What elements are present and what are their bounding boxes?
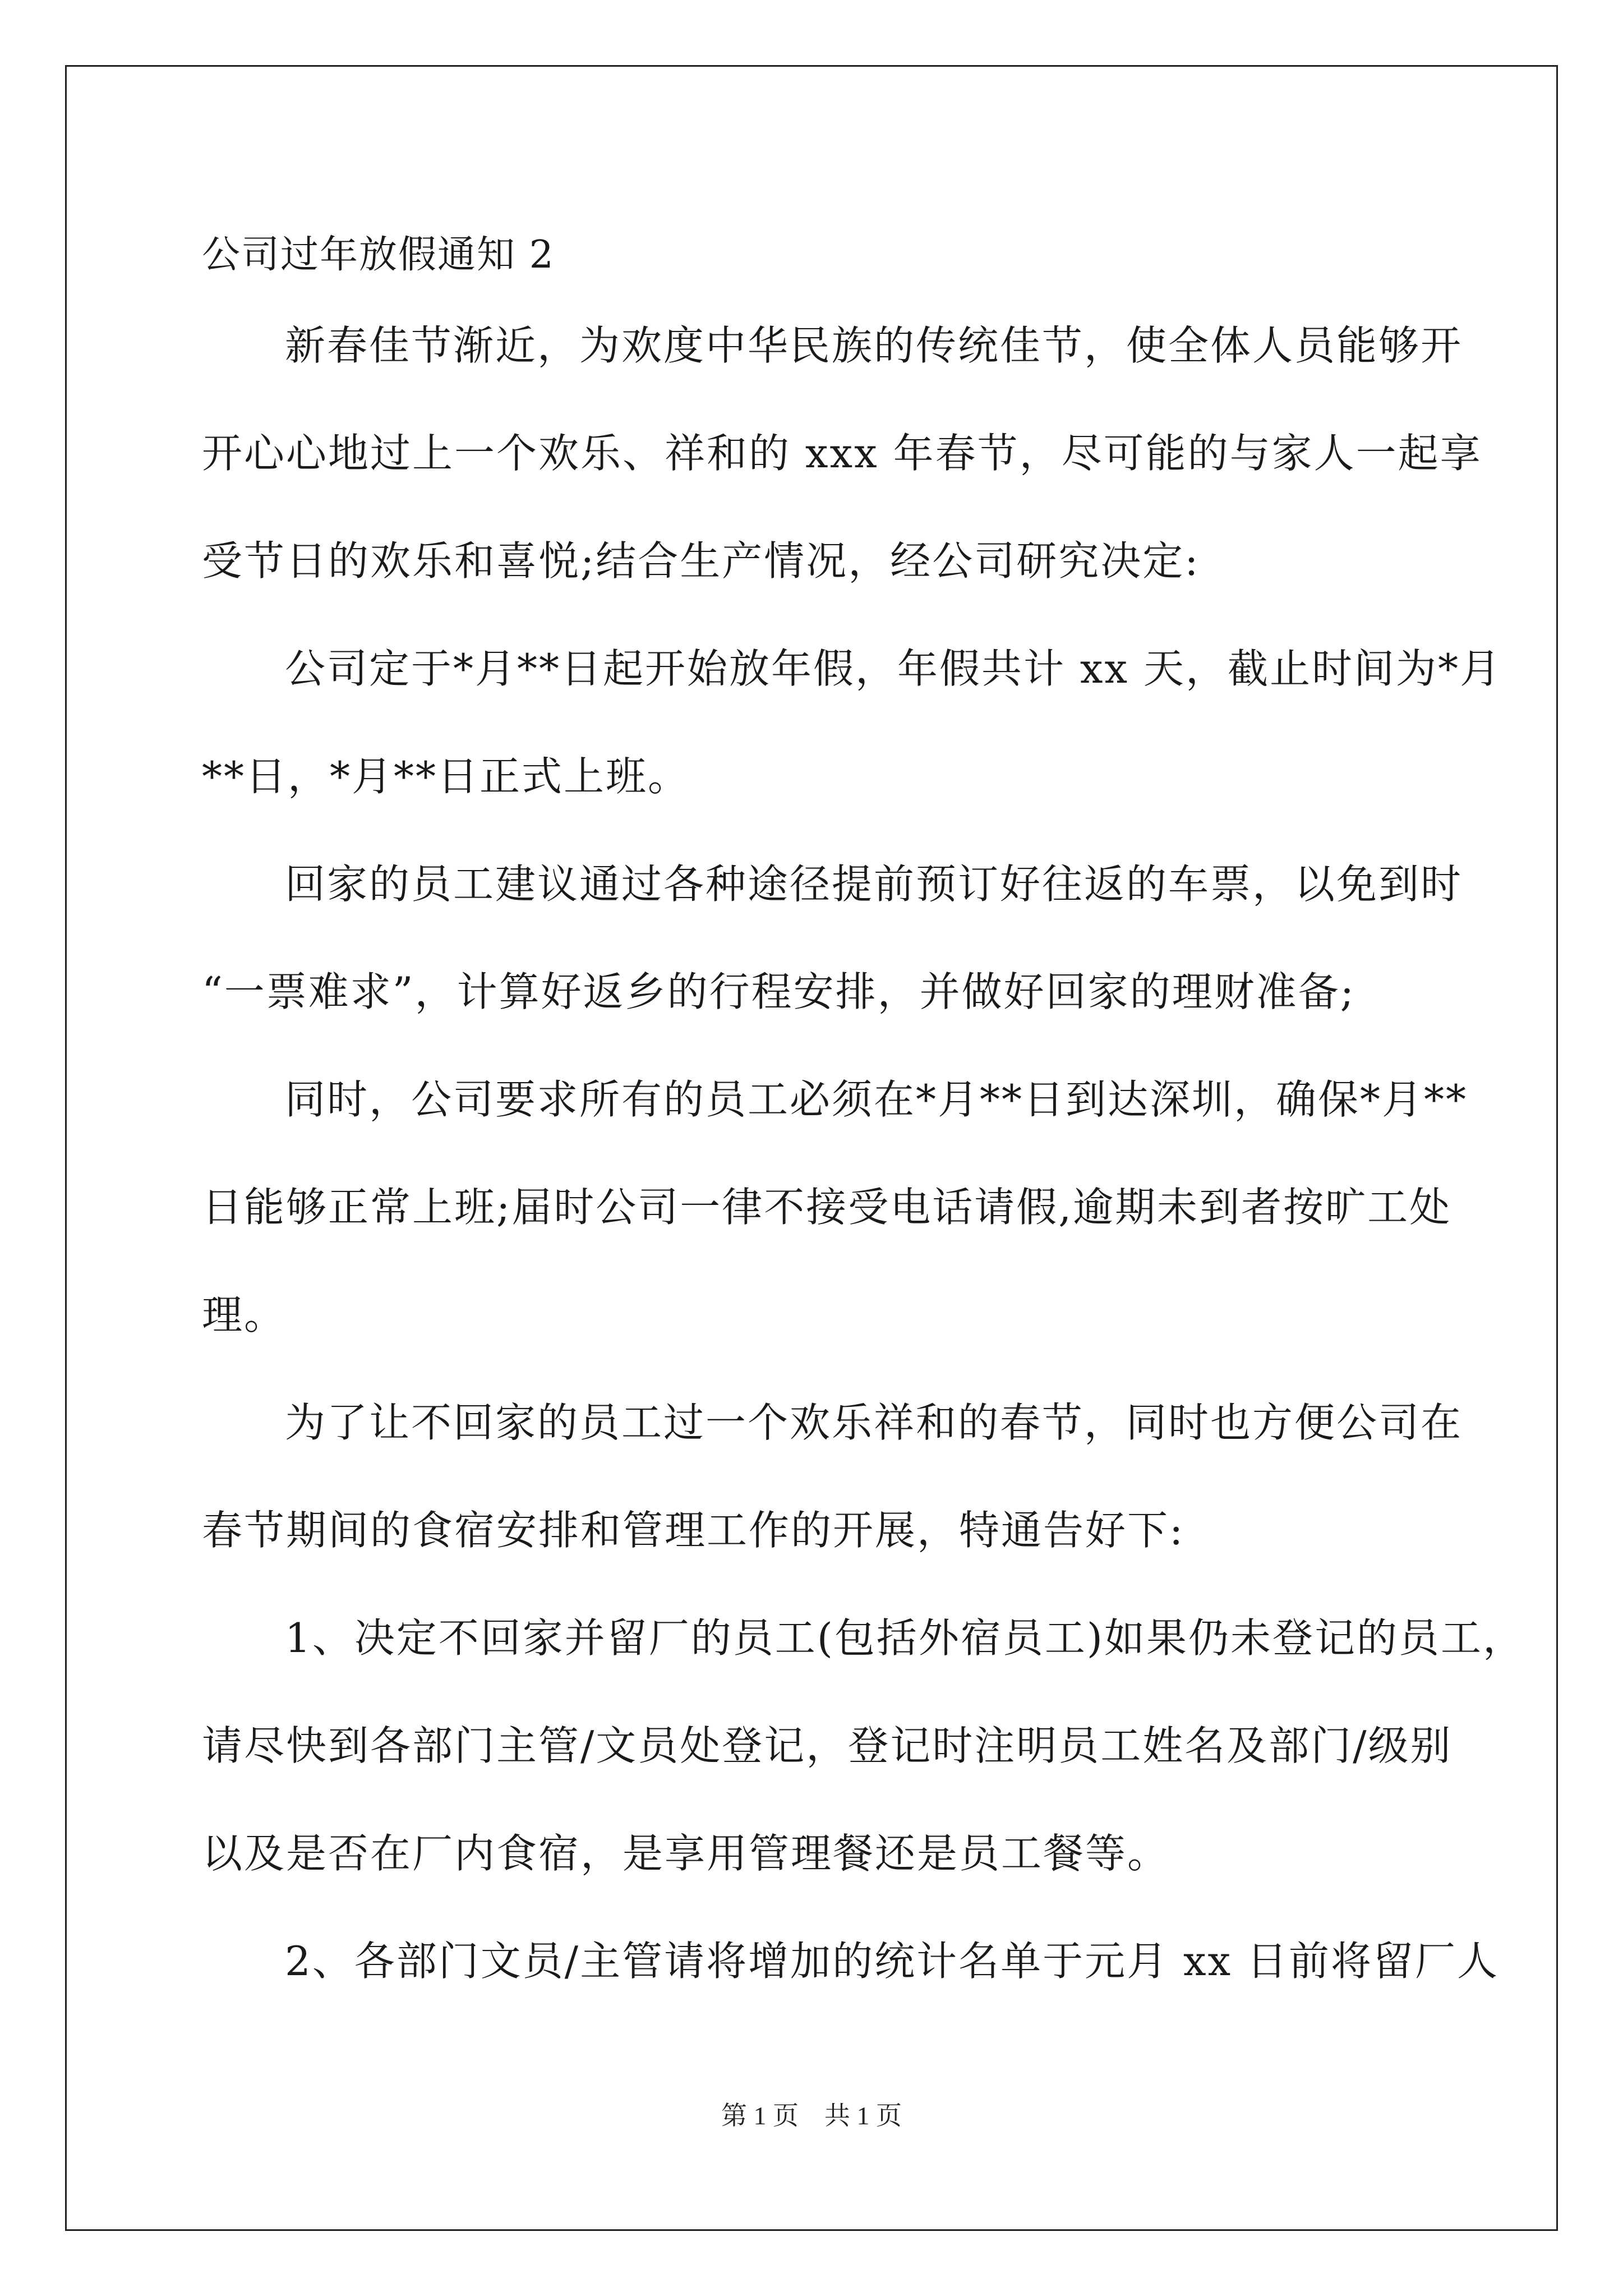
page-total: 共 1 页 <box>824 2101 902 2130</box>
text-line: 回家的员工建议通过各种途径提前预订好往返的车票，以免到时 <box>285 861 1463 908</box>
text-line: **日，*月**日正式上班。 <box>202 753 690 800</box>
text-line: 受节日的欢乐和喜悦;结合生产情况，经公司研究决定: <box>202 537 1200 585</box>
text-line: 新春佳节渐近，为欢度中华民族的传统佳节，使全体人员能够开 <box>285 322 1463 369</box>
text-line: 同时，公司要求所有的员工必须在*月**日到达深圳，确保*月** <box>285 1076 1468 1123</box>
text-line: 理。 <box>202 1291 287 1338</box>
text-line: 1、决定不回家并留厂的员工(包括外宿员工)如果仍未登记的员工， <box>285 1614 1525 1662</box>
text-line: 为了让不回家的员工过一个欢乐祥和的春节，同时也方便公司在 <box>285 1399 1463 1446</box>
text-line: 请尽快到各部门主管/文员处登记，登记时注明员工姓名及部门/级别 <box>202 1722 1453 1769</box>
text-line: 公司定于*月**日起开始放年假，年假共计 xx 天，截止时间为*月 <box>285 645 1502 692</box>
text-line: 春节期间的食宿安排和管理工作的开展，特通告好下: <box>202 1507 1185 1554</box>
text-line: 日能够正常上班;届时公司一律不接受电话请假,逾期未到者按旷工处 <box>202 1184 1452 1231</box>
page-footer <box>0 2099 1623 2133</box>
document-paragraphs <box>202 292 1525 2015</box>
text-line: 开心心地过上一个欢乐、祥和的 xxx 年春节，尽可能的与家人一起享 <box>202 430 1482 477</box>
text-line: 以及是否在厂内食宿，是享用管理餐还是员工餐等。 <box>202 1830 1170 1877</box>
document-body <box>202 222 1525 2015</box>
text-line: “一票难求”，计算好返乡的行程安排，并做好回家的理财准备; <box>202 968 1355 1015</box>
document-title: 公司过年放假通知 2 <box>202 233 555 277</box>
text-line: 2、各部门文员/主管请将增加的统计名单于元月 xx 日前将留厂人 <box>285 1938 1500 1985</box>
page-number: 第 1 页 <box>721 2101 799 2130</box>
